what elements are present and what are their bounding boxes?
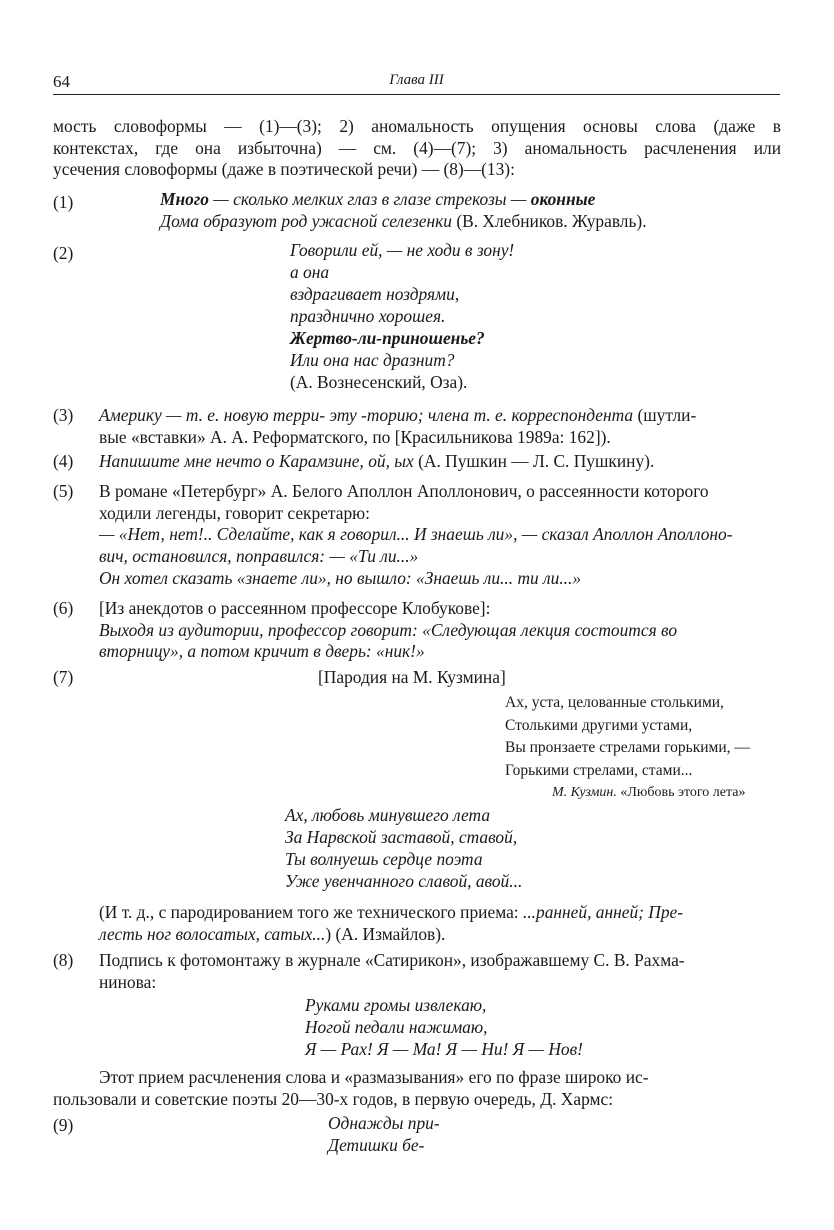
italic-line: Выходя из аудитории, профессор говорит: «Следующая лекция состоится во (99, 619, 678, 640)
epigraph (505, 692, 750, 782)
example-3-text (99, 405, 782, 448)
text-line: пользовали и советские поэты 20—30-х годов, в первую очередь, Д. Хармс: (53, 1088, 614, 1109)
italic-line: — «Нет, нет!.. Сделайте, как я говорил... И знаешь ли», — сказал Аполлон Аполлоно- (99, 524, 733, 545)
verse-line: Столькими другими устами, (505, 716, 693, 734)
verse-line: празднично хорошея. (290, 306, 446, 326)
text-line: Этот прием расчленения слова и «размазывания» его по фразе широко ис- (99, 1067, 649, 1087)
verse-line: вздрагивает ноздрями, (290, 284, 460, 304)
verse-line: Вы пронзаете стрелами горькими, — (505, 739, 750, 756)
verse-line: Горькими стрелами, стами... (505, 761, 693, 779)
italic-line: Он хотел сказать «знаете ли», но вышло: «Знаешь ли... ти ли...» (99, 567, 582, 588)
text-line: вые «вставки» А. А. Реформатского, по [Красильникова 1989а: 162]). (99, 426, 611, 447)
text-fragment: (шутли- (633, 405, 697, 425)
epigraph-attribution (552, 782, 746, 805)
chapter-title: Глава III (389, 72, 444, 88)
author: М. Кузмин. (552, 785, 617, 800)
parody-heading: [Пародия на М. Кузмина] (318, 667, 506, 687)
example-8-verse (305, 994, 583, 1060)
text-line: [Из анекдотов о рассеянном профессоре Клобукове]: (99, 598, 491, 618)
example-number: (2) (53, 243, 74, 263)
text-line: Подпись к фотомонтажу в журнале «Сатирикон», изображавшему С. В. Рахма- (99, 950, 685, 970)
running-header (53, 72, 780, 95)
example-number: (6) (53, 598, 74, 618)
text-line: нинова: (99, 971, 157, 992)
citation: (В. Хлебников. Журавль). (451, 211, 647, 231)
verse-line: Жертво-ли-приношенье? (290, 328, 485, 348)
page-number: 64 (53, 72, 70, 91)
outro-paragraph (53, 1067, 781, 1110)
text-line: В романе «Петербург» А. Белого Аполлон Аполлонович, о рассеянности которого (99, 481, 709, 501)
verse-line: Уже увенчанного славой, авой... (285, 871, 523, 891)
example-number: (1) (53, 192, 74, 212)
citation: ) (А. Измайлов). (325, 923, 446, 944)
text-line: мость словоформы — (1)—(3); 2) аномальность опущения основы слова (даже в (53, 116, 781, 136)
verse-line: Ты волнуешь сердце поэта (285, 849, 483, 869)
citation: (А. Вознесенский, Оза). (290, 372, 468, 392)
example-7-comment (99, 902, 782, 945)
example-5-text (99, 481, 782, 590)
example-number: (9) (53, 1115, 74, 1135)
text-line: контекстах, где она избыточна) — см. (4)—(7); 3) аномальность расчленения или (53, 137, 781, 158)
text-line: ходили легенды, говорит секретарю: (99, 502, 370, 523)
bold-word: Много (160, 189, 209, 209)
example-number: (7) (53, 667, 74, 687)
italic-fragment: лесть ног волосатых, сатых... (99, 923, 326, 944)
example-1-verse (160, 188, 647, 232)
italic-fragment: Америку — т. е. новую терри- эту -торию; члена т. е. корреспондента (99, 405, 634, 425)
verse-line: Или она нас дразнит? (290, 350, 455, 370)
verse-fragment: — сколько мелких глаз в глазе стрекозы — (208, 189, 531, 209)
verse-line: За Нарвской заставой, ставой, (285, 827, 518, 847)
work-title: «Любовь этого лета» (616, 785, 746, 800)
example-2-verse (290, 239, 514, 393)
bold-word: оконные (530, 189, 596, 209)
example-8-text (99, 950, 782, 993)
italic-fragment: ...ранней, анней; Пре- (522, 902, 684, 922)
verse-line: Ах, уста, целованные столькими, (505, 694, 724, 711)
example-4-text (99, 451, 782, 473)
example-number: (5) (53, 481, 74, 501)
verse-fragment: Дома образуют род ужасной селезенки (160, 211, 452, 231)
verse-line: Ногой педали нажимаю, (305, 1017, 488, 1037)
citation: (А. Пушкин — Л. С. Пушкину). (413, 451, 655, 471)
example-number: (3) (53, 405, 74, 425)
verse-line: Я — Рах! Я — Ма! Я — Ни! Я — Нов! (305, 1039, 583, 1059)
italic-line: вторницу», а потом кричит в дверь: «ник!» (99, 641, 425, 662)
verse-line: Руками громы извлекаю, (305, 995, 487, 1015)
text-fragment: (И т. д., с пародированием того же технического приема: (99, 902, 523, 922)
parody-verse (285, 804, 522, 892)
verse-line: а она (290, 262, 330, 282)
verse-line: Однажды при- (328, 1113, 440, 1133)
example-6-text (99, 598, 782, 663)
text-line: усечения словоформы (даже в поэтической речи) — (8)—(13): (53, 159, 515, 180)
verse-line: Говорили ей, — не ходи в зону! (290, 240, 515, 260)
verse-line: Детишки бе- (328, 1135, 425, 1155)
verse-line: Ах, любовь минувшего лета (285, 805, 491, 825)
italic-fragment: Напишите мне нечто о Карамзине, ой, ых (99, 451, 414, 471)
example-number: (4) (53, 451, 74, 471)
example-9-verse (328, 1112, 440, 1156)
example-number: (8) (53, 950, 74, 970)
intro-paragraph (53, 116, 781, 181)
italic-line: вич, остановился, поправился: — «Ти ли...» (99, 546, 419, 567)
